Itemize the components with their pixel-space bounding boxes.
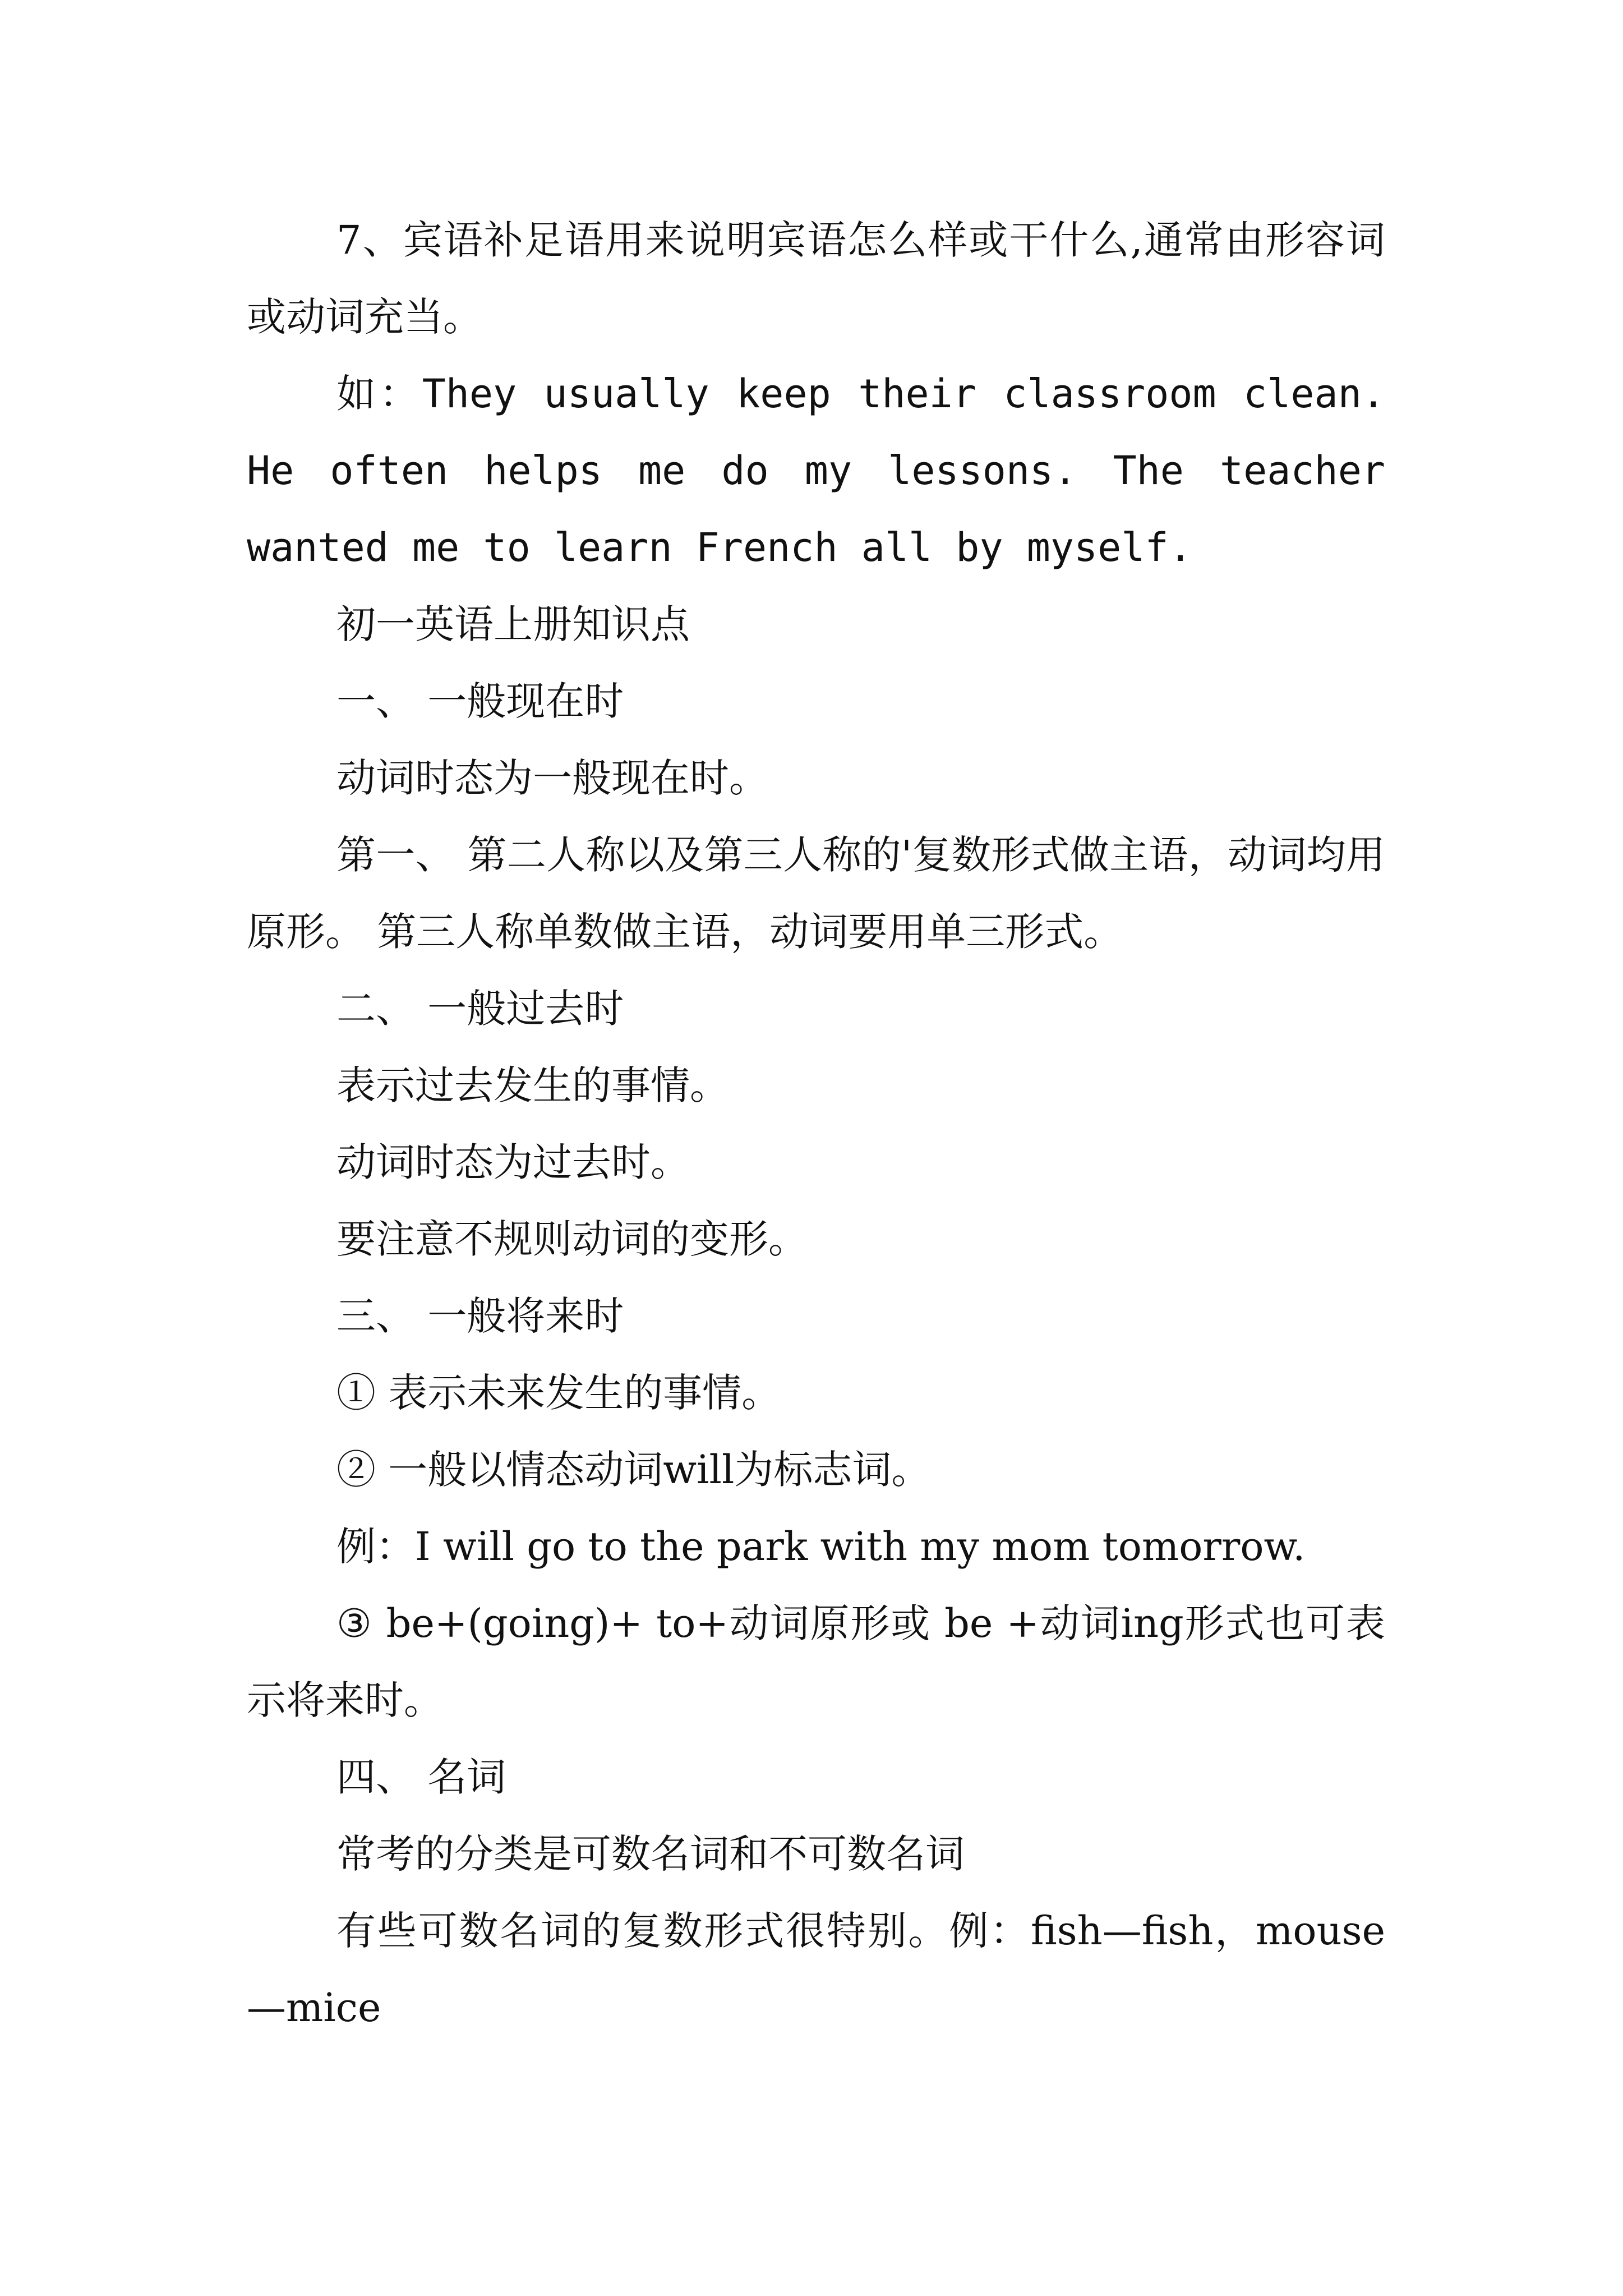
paragraph-object-complement: 7、宾语补足语用来说明宾语怎么样或干什么,通常由形容词或动词充当。	[247, 217, 1385, 340]
paragraph-present-tense: 动词时态为一般现在时。	[336, 755, 768, 801]
list-item-future-1: ① 表示未来发生的事情。	[336, 1370, 781, 1416]
section-title: 初一英语上册知识点	[336, 601, 690, 647]
document-page	[247, 202, 1385, 2046]
list-item-future-2: ② 一般以情态动词will为标志词。	[336, 1447, 931, 1493]
paragraph-future-example: 例：I will go to the park with my mom tomorrow.	[336, 1524, 1306, 1570]
paragraph-noun-classification: 常考的分类是可数名词和不可数名词	[336, 1831, 965, 1877]
paragraph-past-meaning: 表示过去发生的事情。	[336, 1062, 729, 1108]
paragraph-irregular-verbs: 要注意不规则动词的变形。	[336, 1216, 808, 1262]
paragraph-example-sentences: 如：They usually keep their classroom clean. He often helps me do my lessons. The teacher wanted me to learn French all by myself.	[247, 371, 1385, 570]
heading-simple-future: 三、 一般将来时	[336, 1293, 624, 1339]
paragraph-subject-verb-rule: 第一、 第二人称以及第三人称的'复数形式做主语，动词均用原形。 第三人称单数做主语，动词要用单三形式。	[247, 832, 1385, 955]
heading-simple-present: 一、 一般现在时	[336, 678, 624, 724]
paragraph-past-tense: 动词时态为过去时。	[336, 1139, 690, 1185]
heading-simple-past: 二、 一般过去时	[336, 986, 624, 1032]
heading-nouns: 四、 名词	[336, 1754, 506, 1800]
list-item-future-3: ③ be+(going)+ to+动词原形或 be +动词ing形式也可表示将来时。	[247, 1600, 1385, 1723]
paragraph-irregular-plurals: 有些可数名词的复数形式很特别。例：fish—fish，mouse—mice	[247, 1908, 1385, 2031]
